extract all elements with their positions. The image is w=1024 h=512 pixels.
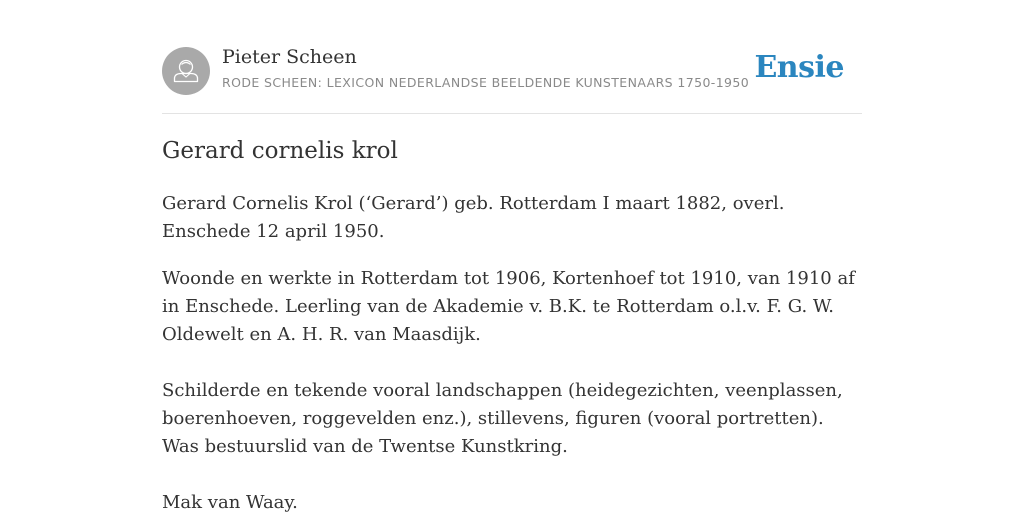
- author-avatar[interactable]: [162, 47, 210, 95]
- user-icon: [162, 47, 210, 95]
- article-paragraph: Schilderde en tekende vooral landschappen (heidegezichten, veenplassen, boerenhoeven, roggevelden enz.), stillevens, figuren (vooral portretten). Was bestuurslid van de Twentse Kunstkring.: [162, 380, 843, 457]
- ensie-logo[interactable]: Ensie: [754, 50, 844, 85]
- article-paragraph: Mak van Waay.: [162, 492, 298, 512]
- author-name[interactable]: Pieter Scheen: [222, 46, 357, 68]
- article-title: Gerard cornelis krol: [162, 138, 398, 164]
- article-paragraph: Woonde en werkte in Rotterdam tot 1906, Kortenhoef tot 1910, van 1910 af in Enschede. Leerling van de Akademie v. B.K. te Rotterdam o.l.v. F. G. W. Oldewelt en A. H. R. van Maasdijk.: [162, 268, 855, 345]
- header-divider: [162, 113, 862, 114]
- article-header: [162, 46, 862, 96]
- source-title[interactable]: RODE SCHEEN: LEXICON NEDERLANDSE BEELDENDE KUNSTENAARS 1750-1950: [222, 75, 750, 90]
- article-paragraph: Gerard Cornelis Krol (‘Gerard’) geb. Rotterdam I maart 1882, overl. Enschede 12 april 1950.: [162, 193, 785, 242]
